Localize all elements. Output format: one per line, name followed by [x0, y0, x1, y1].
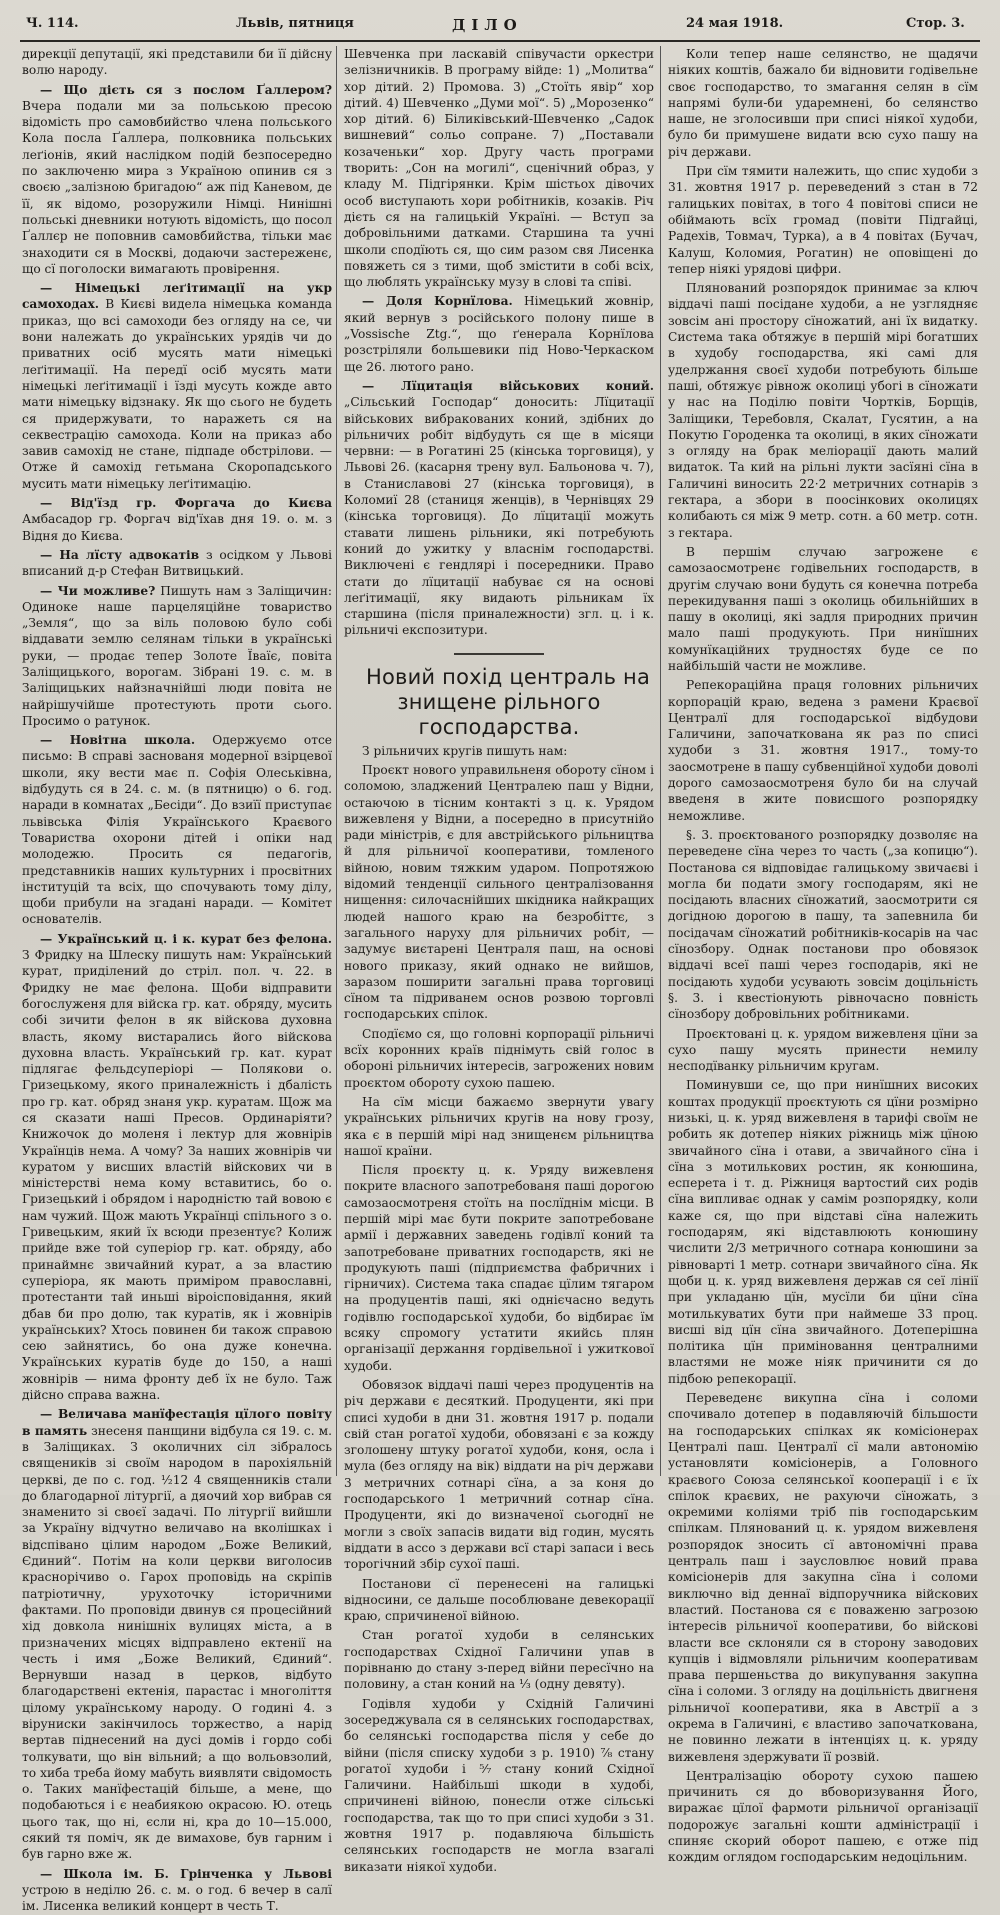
- article-text: На сїм місци бажаємо звернути увагу українських рільничих кругів на нову грозу, яка є в першій мірі над знищенєм рільництва нашої країни.: [344, 1094, 654, 1158]
- news-item-text: „Сільський Господар“ доносить: Лїцитації військових вибракованих коний, здібних до рільничих робіт відбудуть ся ще в місяци червни: — в Рогатині 25 (кінська торговиця), у Львові 26. (касарня трену вул. Бальонова ч. 7), в Станиславові 27 (кінська торговиця), в Коломиї 28 (станиця женців), в Чернівцях 29 (кінська торговиця). До лїцитації можуть ставати лишень рільники, які потребують коний до ужитку у власнім господарстві. Виключені є гендлярі і посередники. Право стати до лїцитації набуває ся на основі леґітимації, яку видають рільникам їх старшина (після приналежности) згл. ц. і к. рільничі експозитури.: [344, 395, 654, 638]
- column-divider: [336, 46, 337, 1476]
- news-item: [22, 1406, 332, 1862]
- news-item-title: — Величава манїфестація цїлого повіту в память: [22, 1407, 332, 1438]
- article-text: Постанови сї перенесені на галицькі відносини, се дальше пособлюване девекорації краю, спричиненої війною.: [344, 1576, 654, 1624]
- news-item: [22, 583, 332, 730]
- article-text: Централізацію обороту сухою пашею причинить ся до вбоворизування Його, виражає цїлої фармоти рільничої організації подорожує загальні кошти адміністрації і спиняє скорий оборот пашею, є отже під кождим оглядом господарським недоцільним.: [668, 1768, 978, 1865]
- article-text: Коли тепер наше селянство, не щадячи ніяких коштів, бажало би відновити годівельне своє господарство, то змагання селян в сїм напрямі були-би ударемнені, бо селянство наше, не зголосивши при списі ніякої худоби, було би примушене видати всю сухо пашу на річ держави.: [668, 47, 978, 159]
- article-text: В першім случаю загрожене є самозаосмотренє годівельних господарств, в другім случаю вони будуть ся конечна потреба перекидування паші з околиць обильнійших в пашу в околиці, які задля природних причин мало паші продукують. При нинїшних комунїкаційних трудностях буде се по найбільшій части не можливе.: [668, 544, 978, 673]
- place-and-day: Львів, пятниця: [236, 16, 354, 31]
- article-text: Обовязок віддачі паші через продуцентів на річ держави є десяткий. Продуценти, які при списі худоби в дни 31. жовтня 1917 р. подали свій стан рогатої худоби, обовязані є за кожду зголошену штуку рогатої худоби, коня, осла і мула (без огляду на вік) віддати на річ держави 3 метричних сотнарі сїна, а за коня до господарського 1 метричний сотнар сїна. Продуценти, які до визначеної сьогоднї не могли з своїх запасів видати від годин, мусять віддати в ассо з держави всї старі запаси і весь торогічний збір сухої паші.: [344, 1377, 654, 1572]
- article-text: дирекції депутації, які представили би її дійсну волю народу.: [22, 47, 332, 78]
- page-header: [22, 16, 980, 38]
- column-3: [668, 46, 978, 1865]
- news-item-title: — На лїсту адвокатів: [40, 547, 200, 562]
- news-item: [22, 495, 332, 544]
- column-2: [344, 46, 654, 1874]
- news-item-title: — Український ц. і к. курат без фелона.: [40, 931, 332, 946]
- article-text: Репекораційна праця головних рільничих корпорацій краю, ведена з рамени Краєвої Централї для господарської відбудови Галичини, започаткована як раз по списі худоби з 31. жовтня 1917., тому-то заосмотрене в пашу субвенційної худоби доволі дорого самозаосмотреня було би на случай введеня в жите повисшого розпорядку неможливе.: [668, 678, 978, 823]
- news-item-text: устрою в неділю 26. с. м. о год. 6 вечер в салї ім. Лисенка великий концерт в честь Т.: [22, 1882, 332, 1914]
- article-text: Після проєкту ц. к. Уряду вижевленя покрите власного запотребованя паші дорогою самозаосмотреня стоїть на послїднім місци. В першій мірі має бути покрите запотребоване армії і державних заведень годівлї коний та запотребоване приватних господарств, які не продукують паші (підприємства фабричних і гірничих). Система така спадає цїлим тягаром на продуцентів паші, які однієчасно ведуть годівлю господарської худоби, бо відбирає їм всяку спромогу устатити якийсь плян організації держання гордівельної і ужиткової худоби.: [344, 1163, 654, 1373]
- article-text: Поминувши се, що при нинїшних високих коштах продукції проєктують ся цїни розмірно низькі, ц. к. уряд вижевленя в тарифі своїм не робить як дотепер ніяких ріжниць між цїною звичайного сїна і отави, а звичайного сїна і сїна з мотилькових ростин, як конюшина, есперета і т. д. Ріжниця вартостий сих родів сїна випливає однак у самім розпорядку, коли каже ся, що при відставі сїна належить господарям, які відставлюють конюшину числити 2/3 метричного сотнара конюшини за рівноварті 1 метр. сотнари звичайного сїна. Як щоби ц. к. уряд вижевленя держав ся сеї лінії при укладаню цїн, мусїли би цїни сїна мотилькуватих бути при наймеше 33 проц. висші від цїн сїна звичайного. Дотеперішна політика цїн приміновання централними властями не може ніяк причинити ся до підбою репекорації.: [668, 1078, 978, 1386]
- article-headline: Новий похід централь на знищене рільного господарства.: [365, 664, 651, 739]
- article-text: Проєкт нового управильненя обороту сїном і соломою, зладжений Централею паш у Відни, остаючою в тісним контакті з ц. к. Урядом вижевленя у Відни, а посередно в присутнійо ради міністрів, є для австрійського рільництва й для рільничої кооперативи, томленого війною, новим тяжким ударом. Попротяжою відомий тенденції сильного централізовання нищення: силочаснійших шкідника найкращих людей нашого краю на безробіттє, з загального наруху для рільничих робіт, — задумує виєтарені Централя паш, на основі нового приказу, який однако не вийшов, заразом поширити загальні права торговиці сїном та підриванем основ розвою торговлі господарських спілок.: [344, 762, 654, 1022]
- article-text: Стан рогатої худоби в селянських господарствах Східної Галичини упав в порівнаню до стану з-перед війни пересїчно на половину, а стан коний на ⅓ (одну девяту).: [344, 1628, 654, 1692]
- news-item: [22, 547, 332, 580]
- news-item-text: Німецький жовнір, який вернув з російського полону пише в „Vossische Ztg.“, що ґенерала Корнїлова розстріляли большевики під Ново-Черкаском ще 26. лютого рано.: [344, 294, 654, 374]
- column-1: [22, 46, 333, 1914]
- news-item-text: з осідком у Львові вписаний д-р Стефан Витвицький.: [22, 547, 332, 579]
- article-text: Годівля худоби у Східній Галичині зосереджувала ся в селянських господарствах, бо селянські господарства після у себе до війни (після списку худоби з р. 1910) ⅞ стану рогатої худоби і ⁵⁄₇ стану коний Східної Галичини. Найбільші шкоди в худобі, спричинені війною, понесли отже сільські господарства, так що то при списі худоби з 31. жовтня 1917 р. подавляюча більшість селянських господарств не могла взагалі виказати ніякої худоби.: [344, 1696, 654, 1874]
- article-text: Сподїємо ся, що головні корпорації рільничі всїх коронних країв піднімуть свій голос в обороні рільничих інтересів, загрожених новим проєктом обороту сухою пашею.: [344, 1026, 654, 1090]
- column-divider: [660, 46, 661, 1476]
- news-item-text: Вчера подали ми за польською пресою відомість про самовбийство члена польського Кола посла Ґаллера, полковника польських леґіонів, який наслідком подій безпосередно по заключеню мира з Україною опинив ся з своєю „залізною бригадою“ аж під Каневом, де її, як відомо, розоружили Німці. Нинішні польські дневники нотують відомість, що посол Ґаллєр не поповнив самовбийства, тільки має знаходити ся в Москві, додаючи застереженє, що сї поголоски вимагають провірення.: [22, 98, 332, 276]
- news-item-title: — Чи можливе?: [40, 583, 156, 598]
- news-item: [22, 931, 332, 1404]
- article-text: §. 3. проєктованого розпорядку дозволяє на переведене сїна через то часть („за копицю“). Постанова ся відповідає галицькому звичаєві і могла би подати змогу господарям, які не посідають власних сїножатий, заосмотрити ся догідною дорогою в пашу, та запевнила би посідачам сїножатий робітників-косарів на час сїнозбору. Однак постанови про обовязок віддачі всеї паші через господарів, які не посідають худоби усувають зовсім доцільність §. 3. і квестіонують рівночасно повність сїнозбору добровільних робітниками.: [668, 827, 978, 1022]
- article-text: Проєктовані ц. к. урядом вижевленя цїни за сухо пашу мусять принести немилу несподїванку рільничим кругам.: [668, 1026, 978, 1074]
- newspaper-title: ДІЛО: [452, 16, 523, 34]
- news-item: [22, 732, 332, 928]
- page-number: Стор. 3.: [906, 16, 965, 31]
- news-item-title: — Що дієть ся з послом Ґаллером?: [40, 82, 332, 97]
- news-item-text: знесеня панщини відбула ся 19. с. м. в Заліщиках. З околичних сіл зібралось священиків зі своїм народом в парохіяльній церкві, де по с. год. ½12 4 священників стали до благодарної літургії, а дяочий хор вибрав ся знаменито зі своєї задачі. По літургії вийшли за Україну відчутно величаво на вколішках і відспівано цілим народом „Боже Великий, Єдиний“. Потім на коли церкви виголосив краснорічиво о. Гарох проповідь на скріпів патріотичну, урухоточку історичними фактами. По проповіди двинув ся процесійний хід довкола нинішніх вулицях міста, а в призначених місцях відправлено ектенії на честь і имя „Боже Великий, Єдиний“. Вернувши назад в церков, відбуто благодарствені ектенія, парастас і многоліття цілому українському народу. О годині 4. з віруниски закінчилось торжество, а нарід вертав піднесений на дусі домів і гордо собі толкувати, що він вільний; а що вольовзолий, то хиба треба йому мабуть виявляти свідомость о. Таких манїфестацій більше, а мене, що подобаються і є неабиякою окрасою. Ю. отець цього так, що ні, єсли ні, кра до 10—15.000, сякий тя поміч, як де вимахове, був гарним і був гарно вже ж.: [22, 1423, 332, 1862]
- article-text: Шевченка при ласкавій співучасти оркестри зелізничників. В програму війде: 1) „Молитва“ хор дітий. 2) Промова. 3) „Стоїть явір“ хор дітий. 4) Шевченко „Думи мої“. 5) „Морозенко“ хор дітий. 6) Біликівський-Шевченко „Садок вишневий“ сольо сопране. 7) „Поставали козаченьки“ хор. Другу часть програми творить: „Сон на могилі“, сценічний образ, у кладу М. Підгірянки. Крім шістьох дівочих особ виступають хори робітників, козаків. Річ дієть ся на галицькій Україні. — Вступ за добровільними датками. Старшина та учні школи сподїють ся, що сим разом свя Лисенка повяжеть ся з тими, щоб змістити в собі всіх, що люблять українську музу в слові та співі.: [344, 47, 654, 290]
- header-rule: [20, 40, 980, 42]
- news-item-text: З Фридку на Шлеску пишуть нам: Український курат, приділений до стріл. пол. ч. 22. в Фридку не має фелона. Щоби відправити богослуженя для війска гр. кат. обряду, мусить собі зичити фелон в як війскова духовна власть, якому вистарались його війскова духовна власть. Український гр. кат. курат підлягає фельдсуперіорі — Полякови о. Гризецькому, якого приналежність і дбалість про гр. кат. обряд знаня укр. куратам. Щож ма ся сказати наші Пресов. Ординаріяти? Книжочок до моленя і лектур для жовнірів Українців нема. А чому? За наших жовнірів чи куратом у висших властій війскових чи в міністерстві нема кому вставитись, бо о. Гризецький і обрядом і народністю тай вовою є нам чужий. Щож мають Українці спільного з о. Гривецьким, який їх всюди презентує? Колиж прийде вже той суперіор гр. кат. обряду, або принаймнє звичайний курат, а за властию суперіора, як мають приміром православні, протестанти тай иньші віроісповідання, який дбав би про долю, так куратів, як і жовнірів українських? Хтось повинен би також справою сею зайнятись, бо она дуже конечна. Українських куратів буде до 150, а наші жовнірів — нима фронту деб їх не було. Тaж дійсно справа важна.: [22, 948, 332, 1403]
- article-text: Плянований розпорядок принимає за ключ віддачі паші посідане худоби, а не узглядняє зовсім ані простору сїножатий, ані їх видатку. Система така обтяжує в першій мірі богатших в худобу господарства, які самі для уделржання своєї худоби потребують більше паші, обтяжує рівнож околиці убогі в сїножати у нас на Поділю повіти Чортків, Борщів, Заліщики, Теребовля, Скалат, Гусятин, а на Покутю Городенка та околиці, в яких сїножати з огляду на брак меліорації дають малий видаток. Та кий на рільні лукти засїяні сїна в Галичині виносить 22·2 метричних сотнарів з гектара, а збори в поосінкових околицях колибають ся між 9 метр. сотн. а 60 метр. сотн. з гектара.: [668, 281, 978, 540]
- news-item: [344, 378, 654, 639]
- issue-number: Ч. 114.: [26, 16, 79, 31]
- news-item-title: — Від'їзд гр. Форгача до Києва: [40, 496, 332, 511]
- news-item-text: Пишуть нам з Заліщичин: Одиноке наше парцеляційне товариство „Земля“, що за віль половою було собі віддавати землю селянам тільки в українські руки, — продає тепер Золоте Їваїє, повіта Заліщицького, ворогам. Зібрані 19. с. м. в Заліщицьких найзначнійші люди повіта не найрішучійше протестують проти сього. Просимо о ратунок.: [22, 583, 332, 728]
- news-item-text: Одержуємо отсе письмо: В справі заснованя модерної взірцевої школи, яку вести має п. Софія Олеськівна, відбудуть ся в 24. с. м. (в пятницю) о 6. год. наради в комнатах „Бесіди“. До взиїї приступає львівська Філія Українського Краєвого Товариства охорони дітей і опіки над молодежю. Просить ся педагогів, представників наших культурних і просвітних інституцій та всіх, що спочувають тому ділу, щоби прибули на згадані наради. — Комітет основателів.: [22, 733, 333, 927]
- issue-date: 24 мая 1918.: [686, 16, 784, 31]
- news-item: [22, 1866, 332, 1915]
- news-item-text: В Києві видела німецька команда приказ, що всі самоходи без огляду на се, чи вони належать до українських урядів чи до приватних осіб мусять мати німецькі леґітимації. На передї осіб мусять мати німецькі леґітимації і їзді мусуть кожде авто мати німецьку відзнаку. Як що сього не будеть ся придержувати, то наражеть ся на секвестрацію самохода. Коли на приказ або завив самохід не стане, підпаде обстрілови. — Отже й самохід гетьмана Скоропадського мусить мати німецьку леґітимацію.: [22, 297, 332, 491]
- article-text: З рільничих кругів пишуть нам:: [362, 743, 568, 758]
- news-item: [22, 280, 332, 492]
- section-separator: [454, 653, 544, 655]
- news-item-title: — Німецькі леґітимації на укр самоходах.: [22, 281, 332, 312]
- article-text: При сїм тямити належить, що спис худоби з 31. жовтня 1917 р. переведений з стан в 72 галицьких повітах, в того 4 повітові списи не обіймають всїх громад (повіти Підгайці, Радехів, Товмач, Турка), а в 4 повітах (Бучач, Калуш, Коломия, Рогатин) не оповіщені до тепер ніякі урядові цифри.: [668, 164, 978, 276]
- news-item: [344, 293, 654, 374]
- news-item-title: — Новітна школа.: [40, 733, 196, 748]
- news-item: [22, 82, 332, 278]
- news-item-title: — Лїцитація військових коний.: [362, 378, 654, 393]
- news-item-title: — Школа ім. Б. Грінченка у Львові: [40, 1866, 332, 1881]
- article-text: Переведенє викупна сїна і соломи спочивало дотепер в подавляючій більшости на господарських спілках як комісіонерах Централі паш. Централї сї мали автономію установляти комісіонерів, а Головного краєвого Союза селянської кооперації і є їх спілок краєвих, не рахуючи сїножать, з окремими коліями тріб пів господарським спілкам. Плянований ц. к. урядом вижевленя розпорядок зносить сї автономічні права централь паш і заусловлює новий права комісіонерів для закупна сїна і соломи виключно від деннаї відпоручника війскових властий. Постанова ся є поваженю загрозою інтересів рільничої кооперативи, бо війскові власти все склоняли ся в сторону заводових купців і відмовляли рільничим кооперативам права першеньства до викупування закупна сїна і соломи. З огляду на доцільність двигненя рільничої кооперативи, яка в Австрії а з окрема в Галичині, є властиво започаткована, не повинно лежати в інтенціях ц. к. уряду вижевленя здержувати її розвій.: [668, 1391, 978, 1764]
- news-item-text: Амбасадор гр. Форгач від'їхав дня 19. о. м. з Відня до Києва.: [22, 512, 332, 543]
- news-item-title: — Доля Корнїлова.: [362, 294, 513, 309]
